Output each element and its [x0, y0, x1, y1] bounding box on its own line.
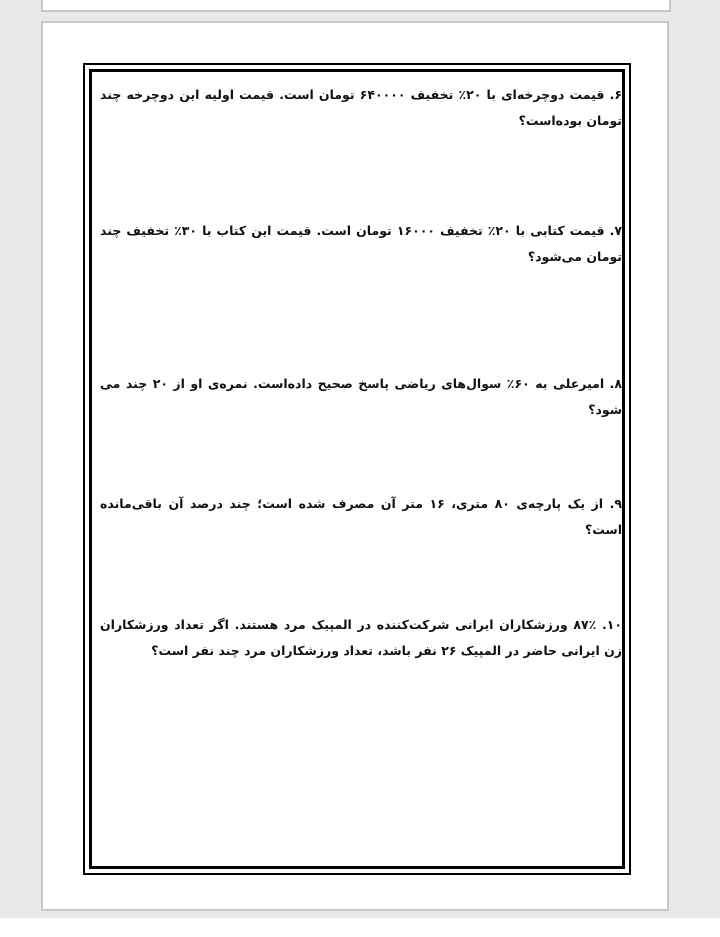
question-8: ۸. امیرعلی به ۶۰٪ سوال‌های ریاضی پاسخ صحیح داده‌است. نمره‌ی او از ۲۰ چند می شود؟ [100, 376, 623, 417]
previous-page-edge [41, 0, 671, 12]
question-10: ۱۰. ۸۷٪ ورزشکاران ایرانی شرکت‌کننده در المپیک مرد هستند. اگر تعداد ورزشکاران زن ایرانی حاضر در المپیک ۲۶ نفر باشد، تعداد ورزشکاران مرد چند نفر است؟ [100, 617, 622, 658]
page-border [83, 63, 631, 875]
question-7: ۷. قیمت کتابی با ۲۰٪ تخفیف ۱۶۰۰۰ تومان است. قیمت این کتاب با ۳۰٪ تخفیف چند تومان می‌شود؟ [100, 223, 623, 264]
question-9: ۹. از یک پارچه‌ی ۸۰ متری، ۱۶ متر آن مصرف شده است؛ چند درصد آن باقی‌مانده است؟ [100, 496, 622, 537]
page-border-inner [89, 69, 625, 869]
question-6: ۶. قیمت دوچرخه‌ای با ۲۰٪ تخفیف ۶۴۰۰۰۰ تومان است. قیمت اولیه این دوچرخه چند تومان بوده‌است؟ [100, 87, 622, 128]
worksheet-page [41, 21, 669, 911]
next-page-edge [0, 918, 720, 937]
